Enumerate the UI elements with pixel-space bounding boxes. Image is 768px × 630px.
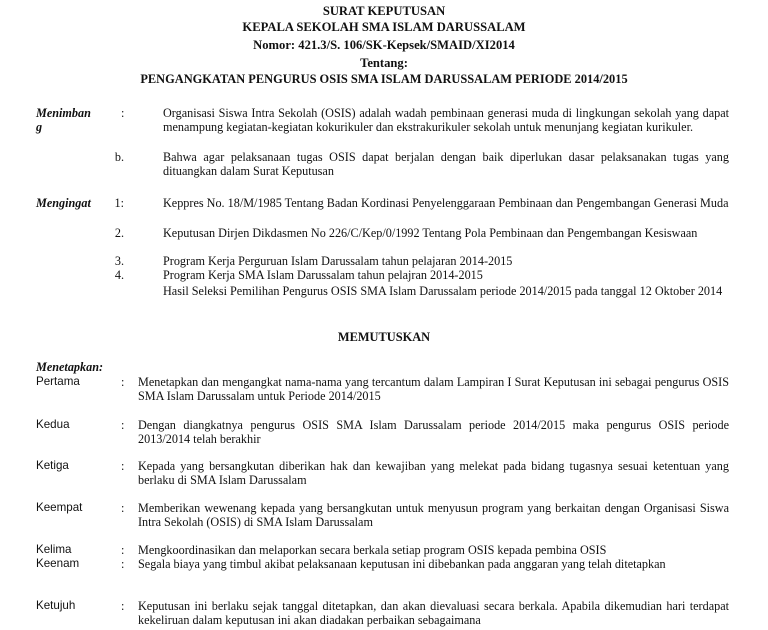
doc-subject: PENGANGKATAN PENGURUS OSIS SMA ISLAM DARUSSALAM PERIODE 2014/2015 [140,72,628,86]
menimbang-colon: : [121,106,125,120]
diktum-colon-kedua: : [121,418,125,432]
mengingat-label: Mengingat [36,196,91,210]
mengingat-item-5: Hasil Seleksi Pemilihan Pengurus OSIS SMA Islam Darussalam periode 2014/2015 pada tanggal 12 Oktober 2014 [163,284,723,298]
mengingat-num-2: 2. [114,226,124,240]
diktum-label-kelima: Kelima [36,543,72,556]
mengingat-item-3: Program Kerja Perguruan Islam Darussalam tahun pelajaran 2014-2015 [163,254,513,268]
diktum-text-kelima: Mengkoordinasikan dan melaporkan secara berkala setiap program OSIS kepada pembina OSIS [138,543,607,557]
menimbang-item-b: Bahwa agar pelaksanaan tugas OSIS dapat berjalan dengan baik diperlukan dasar pelaksanakan tugas yang dituangkan dalam Surat Keputusan [163,150,729,178]
mengingat-num-3: 3. [114,254,124,268]
doc-title: SURAT KEPUTUSAN [322,4,446,18]
diktum-label-ketujuh: Ketujuh [36,599,76,612]
diktum-text-pertama: Menetapkan dan mengangkat nama-nama yang tercantum dalam Lampiran I Surat Keputusan ini sebagai pengurus OSIS SMA Islam Darussalam untuk Periode 2014/2015 [138,375,729,403]
diktum-label-ketiga: Ketiga [36,459,69,472]
diktum-colon-keenam: : [121,557,125,571]
diktum-colon-keempat: : [121,501,125,515]
diktum-text-kedua: Dengan diangkatnya pengurus OSIS SMA Islam Darussalam periode 2014/2015 maka pengurus OSIS periode 2013/2014 telah berakhir [138,418,729,446]
doc-about-label: Tentang: [360,56,408,70]
diktum-text-ketujuh: Keputusan ini berlaku sejak tanggal ditetapkan, dan akan dievaluasi secara berkala. Apabila dikemudian hari terdapat kekeliruan dalam keputusan ini akan diadakan perbaikan sebagaimana [138,599,729,627]
menimbang-label-cont: g [36,120,43,134]
menimbang-label: Menimban [36,106,91,120]
menimbang-item-a: Organisasi Siswa Intra Sekolah (OSIS) adalah wadah pembinaan generasi muda di lingkungan sekolah yang dapat menampung kegiatan-kegiatan kokurikuler dan ekstrakurikuler sekolah untuk menunjang kegiatan kurikuler. [163,106,729,134]
memutuskan-heading: MEMUTUSKAN [337,330,431,344]
mengingat-item-2: Keputusan Dirjen Dikdasmen No 226/C/Kep/0/1992 Tentang Pola Pembinaan dan Pengembangan Kesiswaan [163,226,698,240]
diktum-label-keenam: Keenam [36,557,80,570]
diktum-colon-ketiga: : [121,459,125,473]
diktum-text-ketiga: Kepada yang bersangkutan diberikan hak dan kewajiban yang melekat pada bidang tugasnya sesuai ketentuan yang berlaku di SMA Islam Darussalam [138,459,729,487]
menetapkan-label: Menetapkan: [36,360,104,374]
diktum-text-keempat: Memberikan wewenang kepada yang bersangkutan untuk menyusun program yang berkaitan dengan Organisasi Siswa Intra Sekolah (OSIS) di SMA Islam Darussalam [138,501,729,529]
diktum-colon-ketujuh: : [121,599,125,613]
doc-number: Nomor: 421.3/S. 106/SK-Kepsek/SMAID/XI2014 [253,38,515,52]
diktum-colon-kelima: : [121,543,125,557]
diktum-label-kedua: Kedua [36,418,70,431]
menimbang-item-b-num: b. [114,150,124,164]
mengingat-num-4: 4. [114,268,124,282]
mengingat-item-1: Keppres No. 18/M/1985 Tentang Badan Kordinasi Penyelenggaraan Pembinaan dan Pengembangan Generasi Muda [163,196,729,210]
diktum-colon-pertama: : [121,375,125,389]
mengingat-item-4: Program Kerja SMA Islam Darussalam tahun pelajran 2014-2015 [163,268,483,282]
diktum-label-keempat: Keempat [36,501,83,514]
diktum-text-keenam: Segala biaya yang timbul akibat pelaksanaan keputusan ini dibebankan pada anggaran yang telah ditetapkan [138,557,666,571]
diktum-label-pertama: Pertama [36,375,80,388]
doc-issuer: KEPALA SEKOLAH SMA ISLAM DARUSSALAM [242,20,526,34]
mengingat-num-1: 1: [114,196,124,210]
